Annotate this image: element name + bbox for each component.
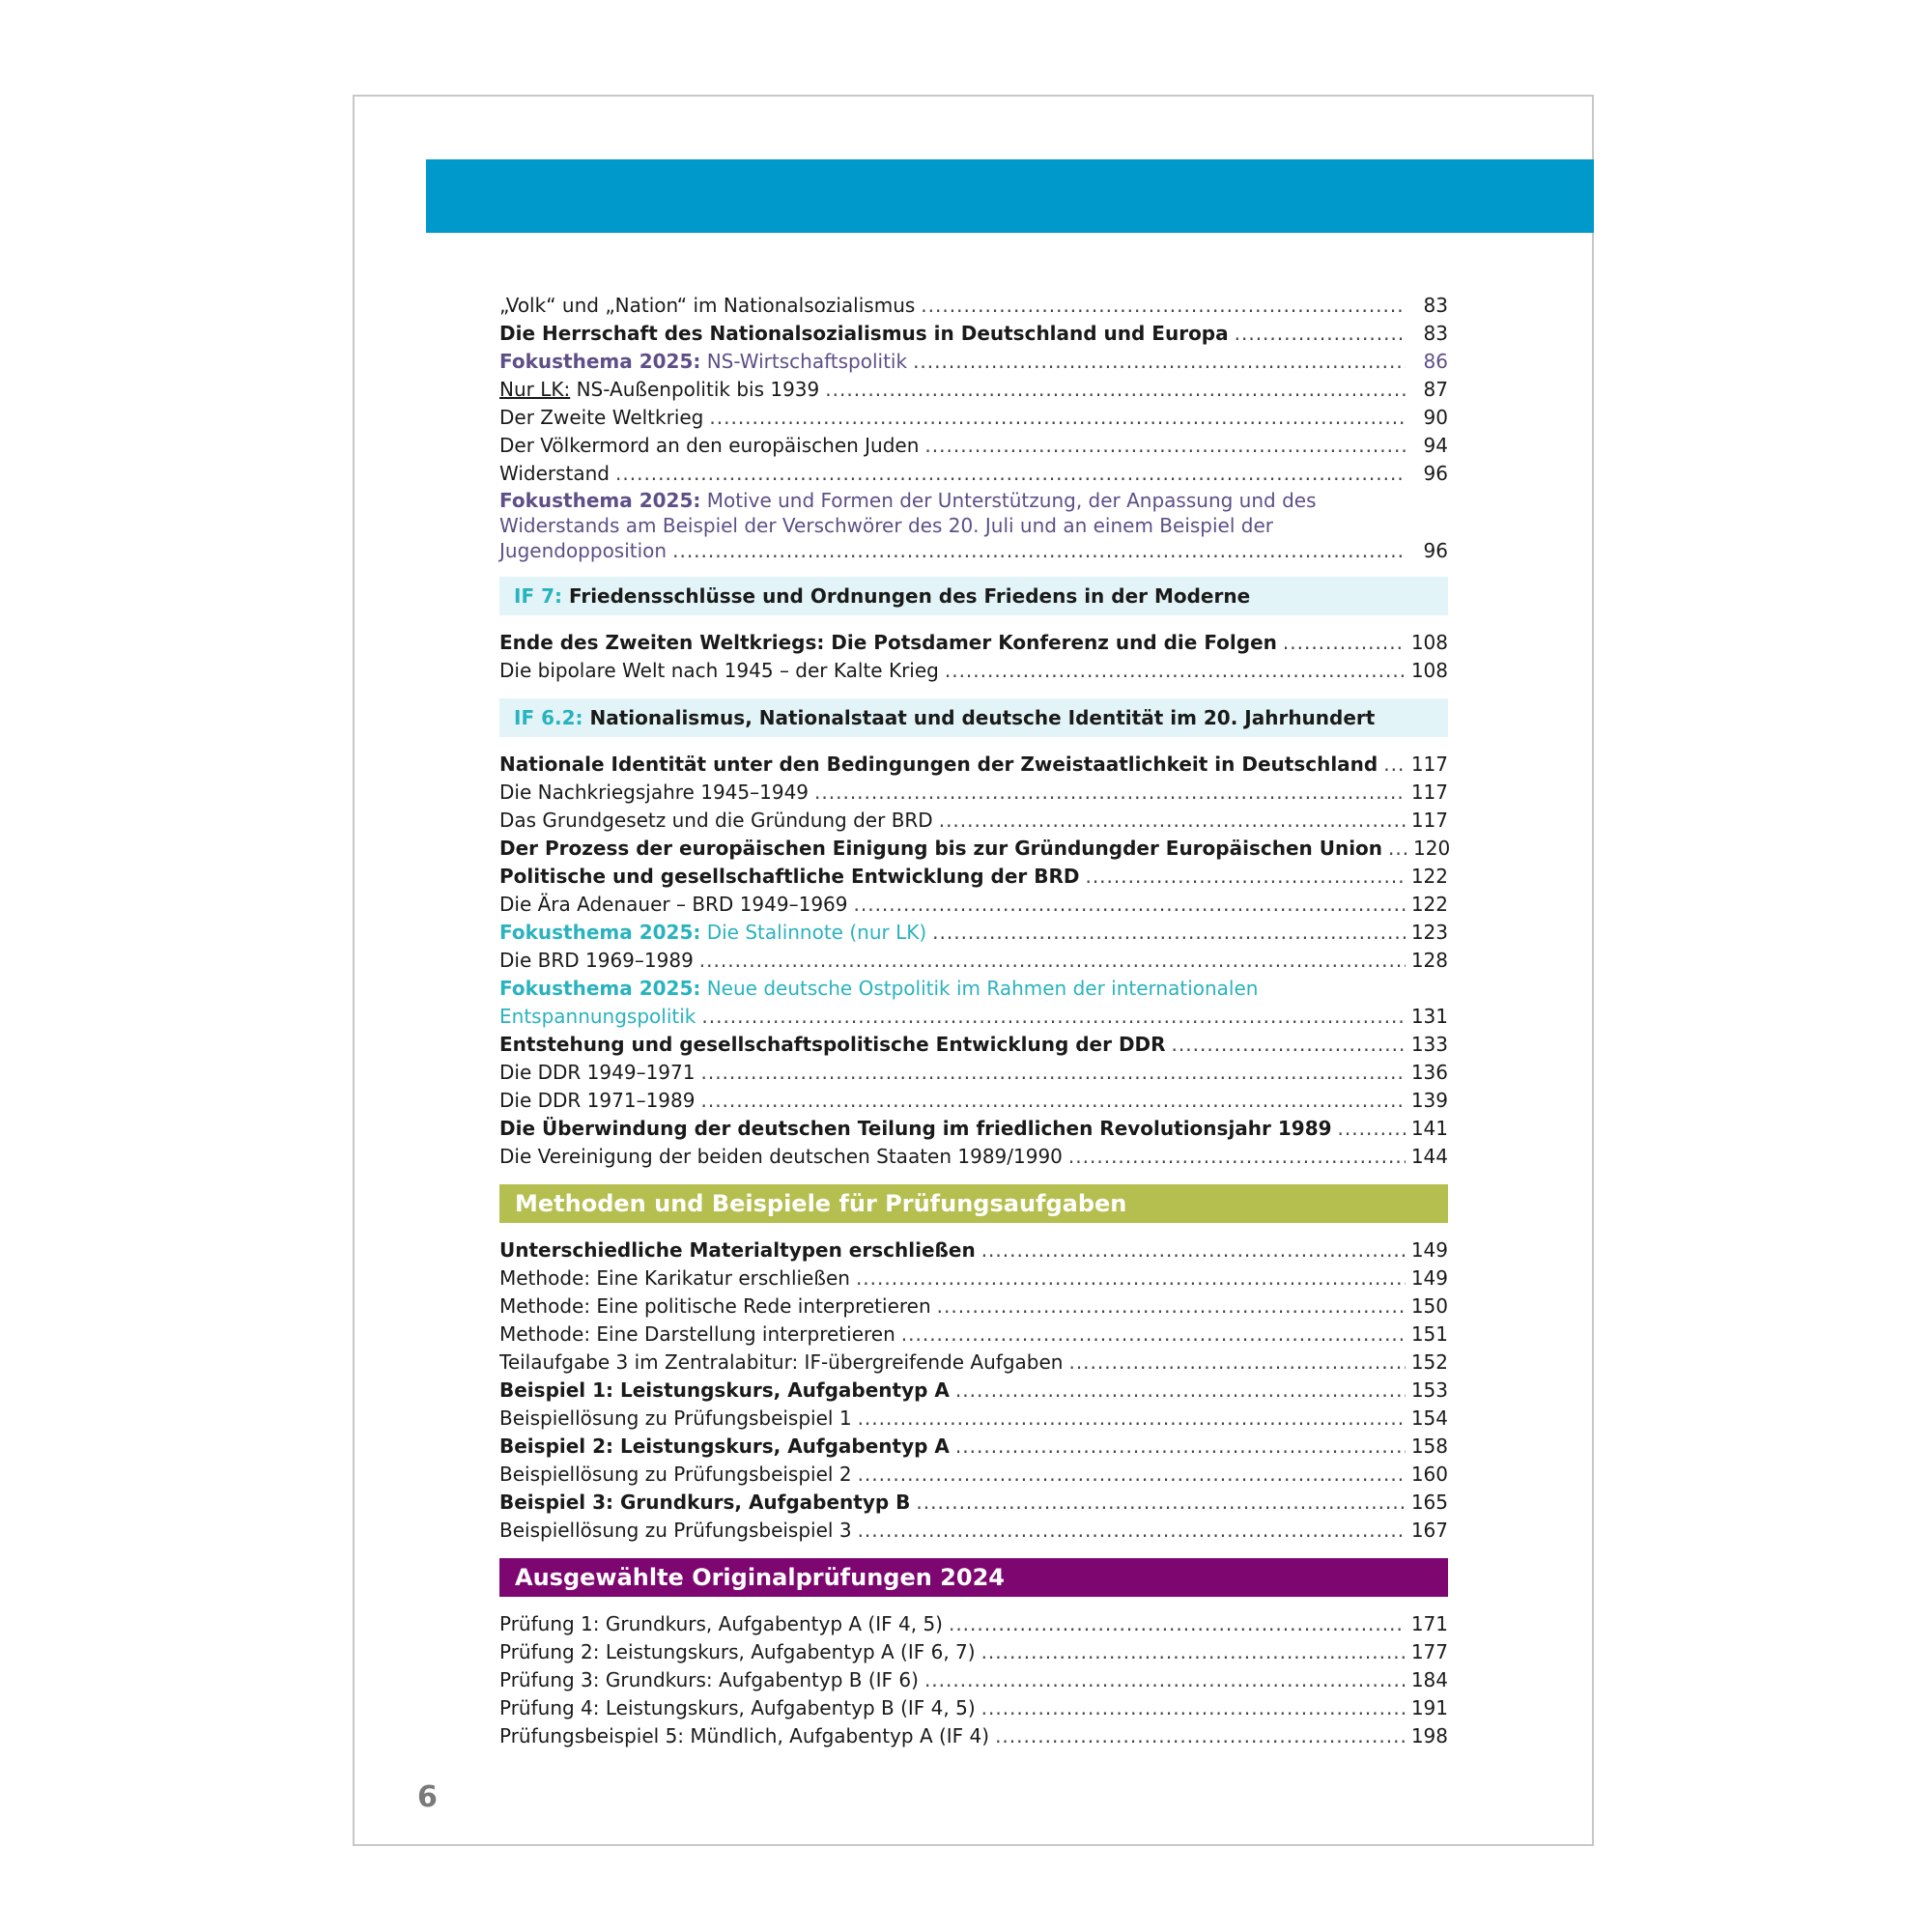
toc-entry-nachkriegsjahre[interactable]: Die Nachkriegsjahre 1945–1949 ..... 117 xyxy=(499,779,1448,807)
toc-entry-ueberwindung-teilung[interactable]: Die Überwindung der deutschen Teilung im friedlichen Revolutionsjahr 1989 ..... 141 xyxy=(499,1115,1448,1143)
toc-entry-stalinnote[interactable]: Fokusthema 2025: Die Stalinnote (nur LK) ..... 123 xyxy=(499,919,1448,947)
section-heading-if7: IF 7: Friedensschlüsse und Ordnungen des Friedens in der Moderne xyxy=(499,577,1448,615)
toc-entry-darstellung[interactable]: Methode: Eine Darstellung interpretieren ..... 151 xyxy=(499,1321,1448,1349)
focus-label: Fokusthema 2025: xyxy=(499,489,701,512)
toc-entry-aera-adenauer[interactable]: Die Ära Adenauer – BRD 1949–1969 ..... 122 xyxy=(499,891,1448,919)
section-heading-originalpruefungen: Ausgewählte Originalprüfungen 2024 xyxy=(499,1558,1448,1597)
toc-entry-ns-wirtschaftspolitik[interactable]: Fokusthema 2025: NS-Wirtschaftspolitik ..... 86 xyxy=(499,348,1448,376)
toc-entry-entwicklung-brd[interactable]: Politische und gesellschaftliche Entwicklung der BRD ..... 122 xyxy=(499,863,1448,891)
toc-entry-ns-aussenpolitik[interactable]: Nur LK: NS-Außenpolitik bis 1939 ..... 87 xyxy=(499,376,1448,404)
toc-entry-nationale-identitaet[interactable]: Nationale Identität unter den Bedingungen der Zweistaatlichkeit in Deutschland ..... 117 xyxy=(499,751,1448,779)
toc-entry-grundgesetz[interactable]: Das Grundgesetz und die Gründung der BRD ..... 117 xyxy=(499,807,1448,835)
focus-label: Fokusthema 2025: xyxy=(499,977,701,1000)
toc-entry-loesung-2[interactable]: Beispiellösung zu Prüfungsbeispiel 2 ..... 160 xyxy=(499,1461,1448,1489)
toc-entry-herrschaft[interactable]: Die Herrschaft des Nationalsozialismus in Deutschland und Europa ..... 83 xyxy=(499,320,1448,348)
toc-entry-brd-1969-1989[interactable]: Die BRD 1969–1989 ..... 128 xyxy=(499,947,1448,975)
toc-entry-widerstand[interactable]: Widerstand ..... 96 xyxy=(499,460,1448,488)
section-heading-if62: IF 6.2: Nationalismus, Nationalstaat und deutsche Identität im 20. Jahrhundert xyxy=(499,698,1448,737)
toc-entry-pruefung-2[interactable]: Prüfung 2: Leistungskurs, Aufgabentyp A (IF 6, 7) ..... 177 xyxy=(499,1638,1448,1666)
table-of-contents xyxy=(499,292,1451,1750)
toc-entry-politische-rede[interactable]: Methode: Eine politische Rede interpretieren ..... 150 xyxy=(499,1293,1448,1321)
toc-entry-ddr-1971-1989[interactable]: Die DDR 1971–1989 ..... 139 xyxy=(499,1087,1448,1115)
toc-entry-materialtypen[interactable]: Unterschiedliche Materialtypen erschließen ..... 149 xyxy=(499,1236,1448,1264)
toc-entry-beispiel-1[interactable]: Beispiel 1: Leistungskurs, Aufgabentyp A ..... 153 xyxy=(499,1377,1448,1405)
toc-entry-pruefung-4[interactable]: Prüfung 4: Leistungskurs, Aufgabentyp B (IF 4, 5) ..... 191 xyxy=(499,1694,1448,1722)
toc-entry-ostpolitik[interactable]: Fokusthema 2025: Neue deutsche Ostpolitik im Rahmen der internationalen Entspannungspolitik ..... 131 xyxy=(499,975,1448,1031)
toc-entry-loesung-1[interactable]: Beispiellösung zu Prüfungsbeispiel 1 ..... 154 xyxy=(499,1405,1448,1433)
toc-entry-vereinigung[interactable]: Die Vereinigung der beiden deutschen Staaten 1989/1990 ..... 144 xyxy=(499,1143,1448,1171)
toc-entry-teilaufgabe-3[interactable]: Teilaufgabe 3 im Zentralabitur: IF-übergreifende Aufgaben ..... 152 xyxy=(499,1349,1448,1377)
toc-entry-pruefung-5[interactable]: Prüfungsbeispiel 5: Mündlich, Aufgabentyp A (IF 4) ..... 198 xyxy=(499,1722,1448,1750)
toc-entry-potsdamer-konferenz[interactable]: Ende des Zweiten Weltkriegs: Die Potsdamer Konferenz und die Folgen ..... 108 xyxy=(499,629,1448,657)
toc-entry-voelkermord[interactable]: Der Völkermord an den europäischen Juden ..... 94 xyxy=(499,432,1448,460)
toc-entry-beispiel-2[interactable]: Beispiel 2: Leistungskurs, Aufgabentyp A ..... 158 xyxy=(499,1433,1448,1461)
toc-entry-entstehung-ddr[interactable]: Entstehung und gesellschaftspolitische Entwicklung der DDR ..... 133 xyxy=(499,1031,1448,1059)
toc-entry-volk-nation[interactable]: „Volk“ und „Nation“ im Nationalsozialismus ..... 83 xyxy=(499,292,1448,320)
toc-entry-pruefung-3[interactable]: Prüfung 3: Grundkurs: Aufgabentyp B (IF 6) ..... 184 xyxy=(499,1666,1448,1694)
toc-entry-pruefung-1[interactable]: Prüfung 1: Grundkurs, Aufgabentyp A (IF 4, 5) ..... 171 xyxy=(499,1610,1448,1638)
toc-entry-zweiter-weltkrieg[interactable]: Der Zweite Weltkrieg ..... 90 xyxy=(499,404,1448,432)
toc-entry-motive-formen[interactable]: Fokusthema 2025: Motive und Formen der Unterstützung, der Anpassung und des Widerstands am Beispiel der Verschwörer des 20. Juli und an einem Beispiel der Jugendopposition ..... 96 xyxy=(499,488,1448,563)
header-color-bar xyxy=(426,159,1594,233)
nur-lk-label: Nur LK: xyxy=(499,378,571,401)
page-number: 6 xyxy=(417,1780,438,1814)
toc-entry-bipolare-welt[interactable]: Die bipolare Welt nach 1945 – der Kalte Krieg ..... 108 xyxy=(499,657,1448,685)
section-heading-methoden: Methoden und Beispiele für Prüfungsaufgaben xyxy=(499,1184,1448,1223)
toc-entry-loesung-3[interactable]: Beispiellösung zu Prüfungsbeispiel 3 ..... 167 xyxy=(499,1517,1448,1545)
toc-entry-europaeische-einigung[interactable]: Der Prozess der europäischen Einigung bis zur Gründungder Europäischen Union ..... 120 xyxy=(499,835,1448,863)
toc-entry-beispiel-3[interactable]: Beispiel 3: Grundkurs, Aufgabentyp B ..... 165 xyxy=(499,1489,1448,1517)
toc-entry-ddr-1949-1971[interactable]: Die DDR 1949–1971 ..... 136 xyxy=(499,1059,1448,1087)
focus-label: Fokusthema 2025: xyxy=(499,921,701,944)
focus-label: Fokusthema 2025: xyxy=(499,350,701,373)
toc-entry-karikatur[interactable]: Methode: Eine Karikatur erschließen ..... 149 xyxy=(499,1264,1448,1293)
